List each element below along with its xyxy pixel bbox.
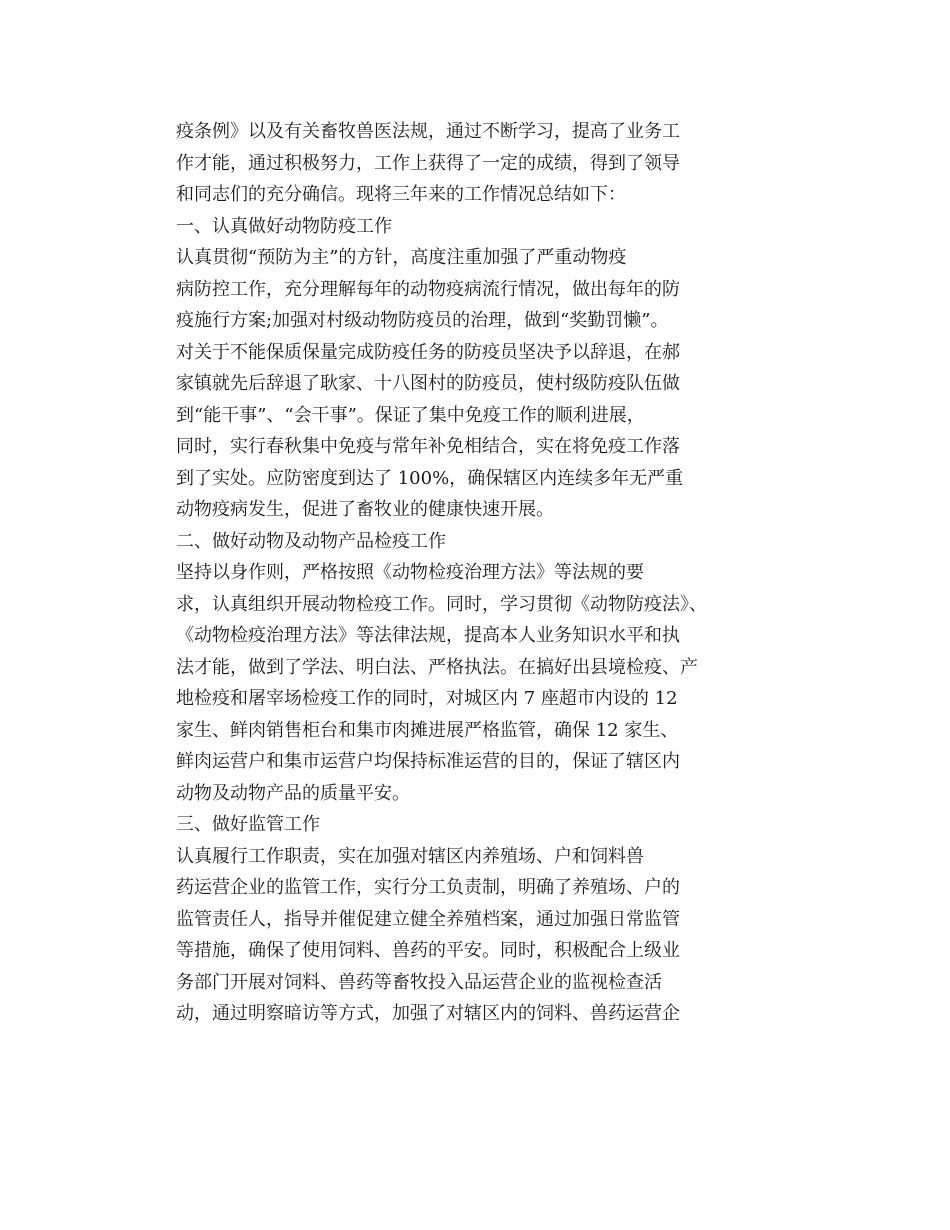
text-line: 鲜肉运营户和集市运营户均保持标准运营的目的，保证了辖区内 bbox=[176, 751, 680, 772]
document-body bbox=[176, 116, 736, 1030]
text-line: 动物及动物产品的质量平安。 bbox=[176, 782, 410, 804]
text-line: 等措施，确保了使用饲料、兽药的平安。同时，积极配合上级业 bbox=[176, 940, 680, 961]
text-line: 病防控工作，充分理解每年的动物疫病流行情况，做出每年的防 bbox=[176, 278, 680, 300]
text-line: 药运营企业的监管工作，实行分工负责制，明确了养殖场、户的 bbox=[176, 877, 680, 898]
text-line: 和同志们的充分确信。现将三年来的工作情况总结如下： bbox=[176, 184, 626, 205]
text-line: 作才能，通过积极努力，工作上获得了一定的成绩，得到了领导 bbox=[176, 152, 680, 174]
text-line: 监管责任人，指导并催促建立健全养殖档案，通过加强日常监管 bbox=[176, 908, 680, 930]
text-line: 求，认真组织开展动物检疫工作。同时，学习贯彻《动物防疫法》、 bbox=[176, 593, 707, 615]
text-line: 到“能干事”、“会干事”。保证了集中免疫工作的顺利进展， bbox=[176, 404, 645, 426]
text-line: 同时，实行春秋集中免疫与常年补免相结合，实在将免疫工作落 bbox=[176, 436, 680, 457]
text-line: 《动物检疫治理方法》等法律法规，提高本人业务知识水平和执 bbox=[176, 625, 680, 646]
text-line: 认真贯彻“预防为主”的方针，高度注重加强了严重动物疫 bbox=[176, 247, 627, 268]
text-line: 对关于不能保质保量完成防疫任务的防疫员坚决予以辞退，在郝 bbox=[176, 341, 680, 363]
section-heading-2: 二、做好动物及动物产品检疫工作 bbox=[176, 530, 446, 552]
text-line: 家生、鲜肉销售柜台和集市肉摊进展严格监管，确保 12 家生、 bbox=[176, 719, 679, 741]
text-line: 家镇就先后辞退了耿家、十八图村的防疫员，使村级防疫队伍做 bbox=[176, 373, 680, 394]
text-line: 坚持以身作则，严格按照《动物检疫治理方法》等法规的要 bbox=[176, 562, 644, 583]
text-line: 务部门开展对饲料、兽药等畜牧投入品运营企业的监视检查活 bbox=[176, 971, 662, 993]
section-heading-1: 一、认真做好动物防疫工作 bbox=[176, 215, 392, 237]
text-line: 动，通过明察暗访等方式，加强了对辖区内的饲料、兽药运营企 bbox=[176, 1003, 680, 1024]
text-line: 疫施行方案;加强对村级动物防疫员的治理，做到“奖勤罚懒”。 bbox=[176, 310, 669, 331]
text-line: 法才能，做到了学法、明白法、严格执法。在搞好出县境检疫、产 bbox=[176, 656, 698, 678]
text-line: 疫条例》以及有关畜牧兽医法规，通过不断学习，提高了业务工 bbox=[176, 121, 680, 142]
text-line: 动物疫病发生，促进了畜牧业的健康快速开展。 bbox=[176, 499, 554, 520]
text-line: 认真履行工作职责，实在加强对辖区内养殖场、户和饲料兽 bbox=[176, 845, 644, 867]
section-heading-3: 三、做好监管工作 bbox=[176, 814, 320, 835]
text-line: 到了实处。应防密度到达了 100%，确保辖区内连续多年无严重 bbox=[176, 467, 684, 489]
text-line: 地检疫和屠宰场检疫工作的同时，对城区内 7 座超市内设的 12 bbox=[176, 688, 678, 709]
